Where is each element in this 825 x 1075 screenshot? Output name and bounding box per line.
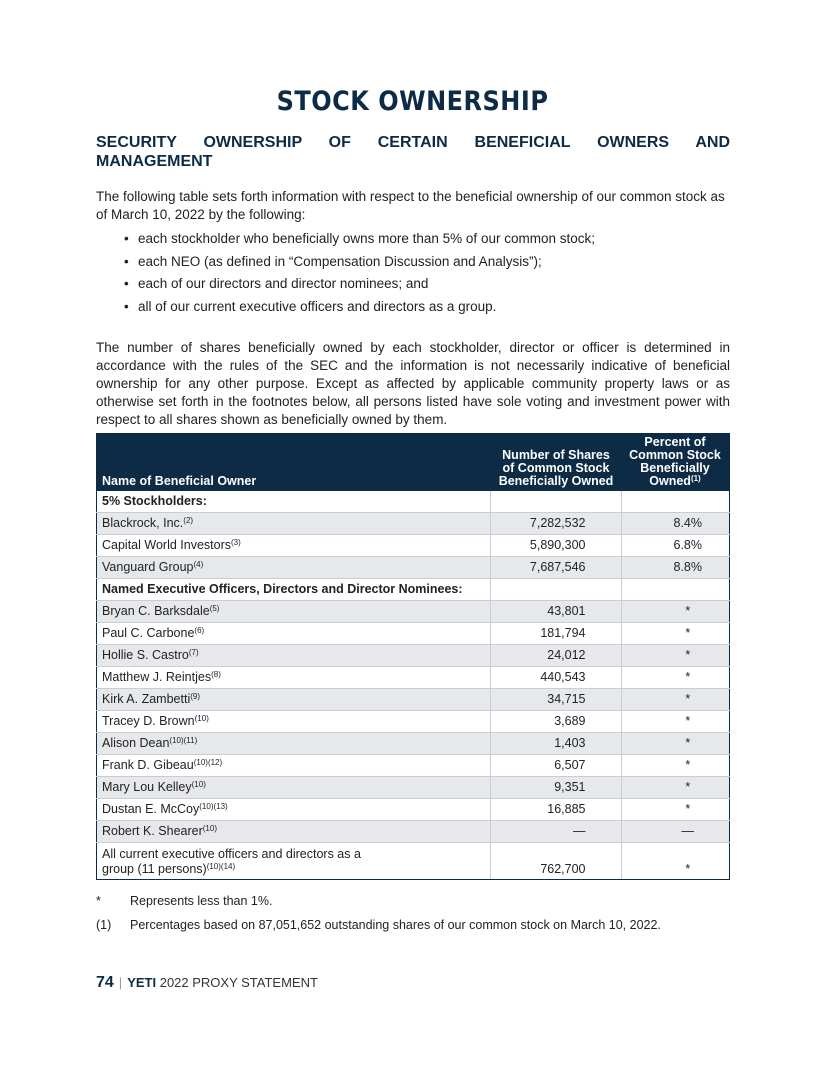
list-item-text: all of our current executive officers and directors as a group. <box>138 298 497 314</box>
percent-cell: * <box>621 777 730 799</box>
owner-name: Paul C. Carbone <box>102 626 195 640</box>
owner-name-cell <box>97 843 491 880</box>
owner-name-cell <box>97 711 491 733</box>
table-header-row <box>97 433 730 491</box>
table-row <box>97 535 730 557</box>
footnote-ref: (10)(12) <box>193 758 223 767</box>
bullet-icon: • <box>124 298 129 314</box>
owner-name: Named Executive Officers, Directors and Director Nominees: <box>102 582 463 596</box>
owner-name: Bryan C. Barksdale <box>102 604 210 618</box>
percent-cell: * <box>621 623 730 645</box>
percent-cell <box>621 491 730 513</box>
shares-cell: 6,507 <box>491 755 622 777</box>
table-body <box>97 491 730 880</box>
footnote-text: Represents less than 1%. <box>130 894 273 908</box>
shares-cell: 762,700 <box>491 843 622 880</box>
owner-name: 5% Stockholders: <box>102 494 207 508</box>
percent-cell: — <box>621 821 730 843</box>
list-item-text: each NEO (as defined in “Compensation Discussion and Analysis”); <box>138 253 542 269</box>
percent-cell: * <box>621 645 730 667</box>
footnote-ref: (10)(11) <box>169 736 198 745</box>
footer-doc-title: 2022 PROXY STATEMENT <box>159 975 318 990</box>
shares-cell: 9,351 <box>491 777 622 799</box>
owner-name-cell <box>97 579 491 601</box>
percent-cell: * <box>621 733 730 755</box>
table-row <box>97 733 730 755</box>
table-row <box>97 513 730 535</box>
header-shares: Number of Shares of Common Stock Beneficially Owned <box>491 433 622 491</box>
footnote-ref: (2) <box>183 516 194 525</box>
table-row <box>97 711 730 733</box>
owner-name: Blackrock, Inc. <box>102 516 184 530</box>
percent-cell: * <box>621 843 730 880</box>
owner-name: Robert K. Shearer <box>102 824 203 838</box>
owner-name-cell <box>97 601 491 623</box>
shares-cell <box>491 491 622 513</box>
owner-name-cell <box>97 557 491 579</box>
table-row <box>97 645 730 667</box>
shares-cell: 24,012 <box>491 645 622 667</box>
header-percent-text: Percent of Common Stock Beneficially Owned <box>629 435 721 488</box>
shares-cell: 43,801 <box>491 601 622 623</box>
section-heading-line1: SECURITY OWNERSHIP OF CERTAIN BENEFICIAL OWNERS AND <box>96 134 730 151</box>
bullet-icon: • <box>124 231 129 246</box>
table-row <box>97 667 730 689</box>
shares-cell: 16,885 <box>491 799 622 821</box>
owner-name: Alison Dean <box>102 736 170 750</box>
shares-cell: — <box>491 821 622 843</box>
owner-name-cell <box>97 535 491 557</box>
percent-cell <box>621 579 730 601</box>
footnote-ref: (8) <box>211 670 221 679</box>
table-row <box>97 777 730 799</box>
shares-cell <box>491 579 622 601</box>
footnote-mark: (1) <box>96 918 112 932</box>
list-item <box>124 275 595 298</box>
footnote-ref: (1) <box>690 474 701 483</box>
footnote-text: Percentages based on 87,051,652 outstanding shares of our common stock on March 10, 2022. <box>130 918 661 932</box>
owner-name-cell <box>97 777 491 799</box>
owner-name-cell <box>97 623 491 645</box>
percent-cell: * <box>621 799 730 821</box>
list-item <box>124 253 595 276</box>
percent-cell: 6.8% <box>621 535 730 557</box>
footnote-ref: (7) <box>188 648 199 657</box>
owner-name: Vanguard Group <box>102 560 194 574</box>
table-row <box>97 821 730 843</box>
list-item <box>124 298 595 321</box>
owner-name-cell <box>97 733 491 755</box>
footnote-ref: (10) <box>194 714 209 723</box>
owner-name: Capital World Investors <box>102 538 231 552</box>
footnote-ref: (6) <box>194 626 205 635</box>
table-row <box>97 557 730 579</box>
shares-cell: 7,687,546 <box>491 557 622 579</box>
owner-name-cell <box>97 645 491 667</box>
section-heading-line2: MANAGEMENT <box>96 153 213 170</box>
shares-cell: 181,794 <box>491 623 622 645</box>
footnote-ref: (10) <box>202 824 217 833</box>
footnote-ref: (9) <box>190 692 201 701</box>
ownership-table <box>96 433 730 880</box>
page-title: STOCK OWNERSHIP <box>276 85 549 117</box>
shares-cell: 7,282,532 <box>491 513 622 535</box>
bullet-icon: • <box>124 276 129 291</box>
table-row <box>97 755 730 777</box>
page-footer <box>96 974 318 992</box>
table-row <box>97 623 730 645</box>
list-item <box>124 230 595 253</box>
shares-cell: 1,403 <box>491 733 622 755</box>
owner-name: Hollie S. Castro <box>102 648 189 662</box>
percent-cell: * <box>621 711 730 733</box>
footer-separator: | <box>118 975 123 990</box>
shares-cell: 5,890,300 <box>491 535 622 557</box>
footnote-ref: (4) <box>193 560 204 569</box>
section-heading <box>96 133 730 171</box>
owner-name-cell <box>97 755 491 777</box>
percent-cell: 8.4% <box>621 513 730 535</box>
shares-cell: 3,689 <box>491 711 622 733</box>
percent-cell: * <box>621 601 730 623</box>
table-row <box>97 799 730 821</box>
criteria-list <box>124 230 595 320</box>
header-percent <box>621 433 730 491</box>
owner-name: Frank D. Gibeau <box>102 758 194 772</box>
owner-name-cell <box>97 821 491 843</box>
table-group-row <box>97 491 730 513</box>
footer-brand: YETI <box>127 975 157 990</box>
percent-cell: * <box>621 667 730 689</box>
list-item-text: each of our directors and director nominees; and <box>138 276 429 291</box>
owner-name: Dustan E. McCoy <box>102 802 200 816</box>
owner-name-cell <box>97 689 491 711</box>
footnote-ref: (10) <box>191 780 206 789</box>
owner-name: Matthew J. Reintjes <box>102 670 212 684</box>
percent-cell: * <box>621 755 730 777</box>
footnote-ref: (5) <box>209 604 220 613</box>
owner-name-cell <box>97 799 491 821</box>
owner-name-cell <box>97 491 491 513</box>
footnote-ref: (10)(13) <box>199 802 228 811</box>
shares-cell: 34,715 <box>491 689 622 711</box>
owner-name-cell <box>97 667 491 689</box>
intro-paragraph: The following table sets forth information with respect to the beneficial ownership of our common stock as of March 10, 2022 by the following: <box>96 189 725 222</box>
footnote-ref: (3) <box>231 538 241 547</box>
table-row <box>97 601 730 623</box>
table-row-total <box>97 843 730 880</box>
methodology-paragraph: The number of shares beneficially owned by each stockholder, director or officer is determined in accordance with the rules of the SEC and the information is not necessarily indicative of beneficial ownership for any other purpose. Except as affected by applicable community property laws or as otherwise set forth in the footnotes below, all persons listed have sole voting and investment power with respect to all shares shown as beneficially owned by them. <box>96 340 730 427</box>
table-row <box>97 689 730 711</box>
footnote-ref: (10)(14) <box>206 862 236 871</box>
owner-name-line1: All current executive officers and directors as a <box>102 847 361 861</box>
percent-cell: 8.8% <box>621 557 730 579</box>
owner-name: Kirk A. Zambetti <box>102 692 191 706</box>
owner-name: Mary Lou Kelley <box>102 780 192 794</box>
owner-name-cell <box>97 513 491 535</box>
owner-name-line2: group (11 persons) <box>102 862 207 876</box>
percent-cell: * <box>621 689 730 711</box>
footnote-mark: * <box>96 894 101 908</box>
bullet-icon: • <box>124 253 129 269</box>
list-item-text: each stockholder who beneficially owns more than 5% of our common stock; <box>138 231 595 246</box>
owner-name: Tracey D. Brown <box>102 714 195 728</box>
header-name: Name of Beneficial Owner <box>97 433 491 491</box>
shares-cell: 440,543 <box>491 667 622 689</box>
page-number: 74 <box>96 974 114 991</box>
table-group-row <box>97 579 730 601</box>
